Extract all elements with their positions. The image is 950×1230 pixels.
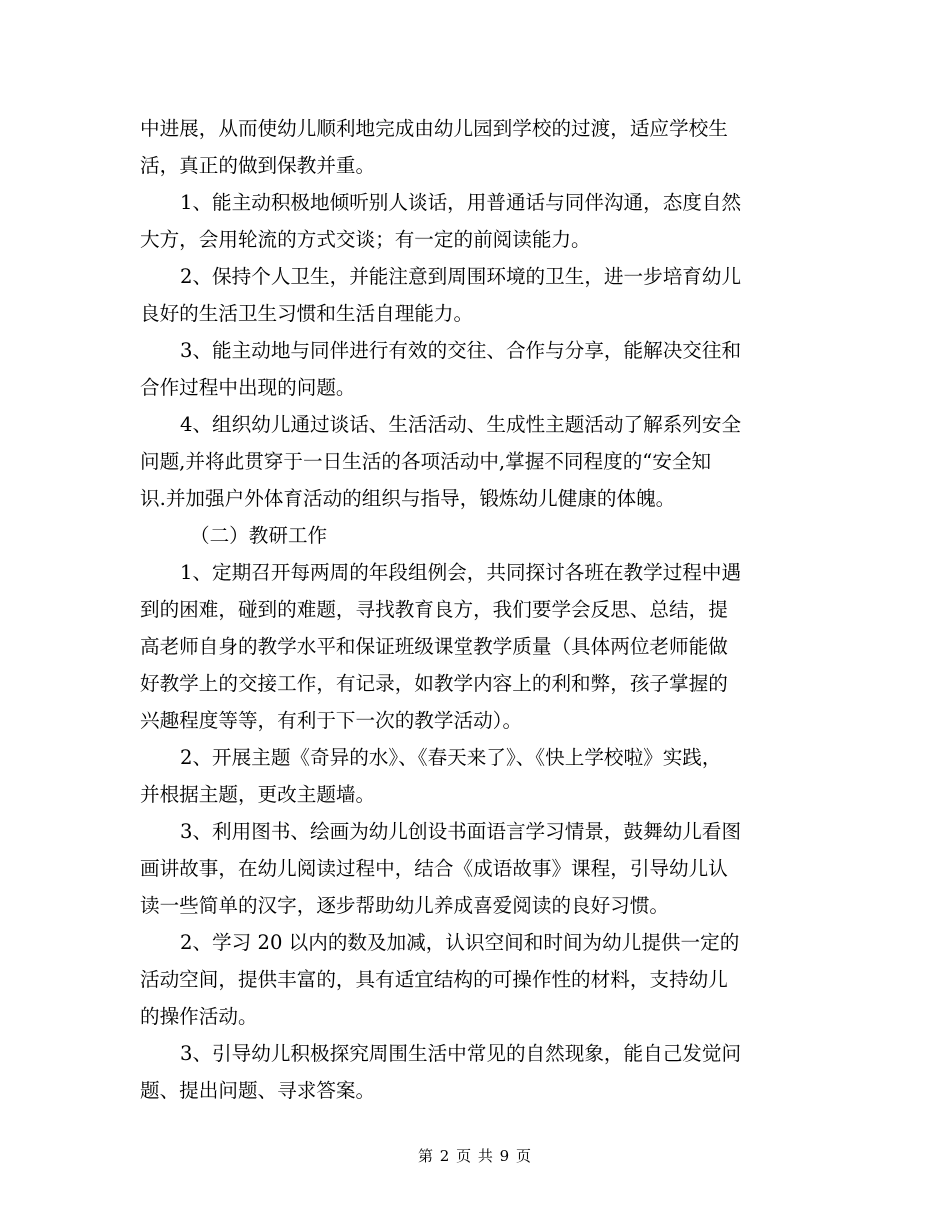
text-line: 大方，会用轮流的方式交谈；有一定的前阅读能力。 [140, 228, 591, 251]
text-line: 到的困难，碰到的难题，寻找教育良方，我们要学会反思、总结，提 [140, 598, 728, 621]
text-line: 问题,并将此贯穿于一日生活的各项活动中,掌握不同程度的“安全知 [140, 450, 712, 473]
text-line: 2、开展主题《奇异的水》、《春天来了》、《快上学校啦》实践， [180, 746, 722, 769]
text-line: 活动空间，提供丰富的，具有适宜结构的可操作性的材料，支持幼儿 [140, 968, 728, 991]
text-line: 活，真正的做到保教并重。 [140, 154, 376, 177]
text-line: 读一些简单的汉字，逐步帮助幼儿养成喜爱阅读的良好习惯。 [140, 894, 670, 917]
text-line: 3、引导幼儿积极探究周围生活中常见的自然现象，能自己发觉问 [180, 1042, 742, 1065]
text-line: 题、提出问题、寻求答案。 [140, 1079, 376, 1102]
text-line: 4、组织幼儿通过谈话、生活活动、生成性主题活动了解系列安全 [180, 413, 742, 436]
text-line: 1、能主动积极地倾听别人谈话，用普通话与同伴沟通，态度自然 [180, 191, 742, 214]
text-line: 的操作活动。 [140, 1005, 258, 1028]
text-line: 好教学上的交接工作，有记录，如教学内容上的利和弊，孩子掌握的 [140, 672, 728, 695]
text-line: 识.并加强户外体育活动的组织与指导，锻炼幼儿健康的体魄。 [140, 487, 676, 510]
text-line: 2、保持个人卫生，并能注意到周围环境的卫生，进一步培育幼儿 [180, 265, 742, 288]
text-line: （二）教研工作 [190, 524, 328, 547]
document-body [140, 110, 820, 1109]
text-line: 画讲故事，在幼儿阅读过程中，结合《成语故事》课程，引导幼儿认 [140, 857, 728, 880]
text-line: 高老师自身的教学水平和保证班级课堂教学质量（具体两位老师能做 [140, 635, 728, 658]
text-line: 并根据主题，更改主题墙。 [140, 783, 376, 806]
text-line: 3、能主动地与同伴进行有效的交往、合作与分享，能解决交往和 [180, 339, 742, 362]
page-number-footer: 第 2 页 共 9 页 [418, 1147, 532, 1165]
text-line: 2、学习 20 以内的数及加减，认识空间和时间为幼儿提供一定的 [180, 931, 740, 954]
text-line: 中进展，从而使幼儿顺利地完成由幼儿园到学校的过渡，适应学校生 [140, 117, 728, 140]
text-line: 3、利用图书、绘画为幼儿创设书面语言学习情景，鼓舞幼儿看图 [180, 820, 742, 843]
text-line: 兴趣程度等等，有利于下一次的教学活动）。 [140, 709, 523, 732]
text-line: 良好的生活卫生习惯和生活自理能力。 [140, 302, 474, 325]
text-line: 1、定期召开每两周的年段组例会，共同探讨各班在教学过程中遇 [180, 561, 742, 584]
text-line: 合作过程中出现的问题。 [140, 376, 356, 399]
